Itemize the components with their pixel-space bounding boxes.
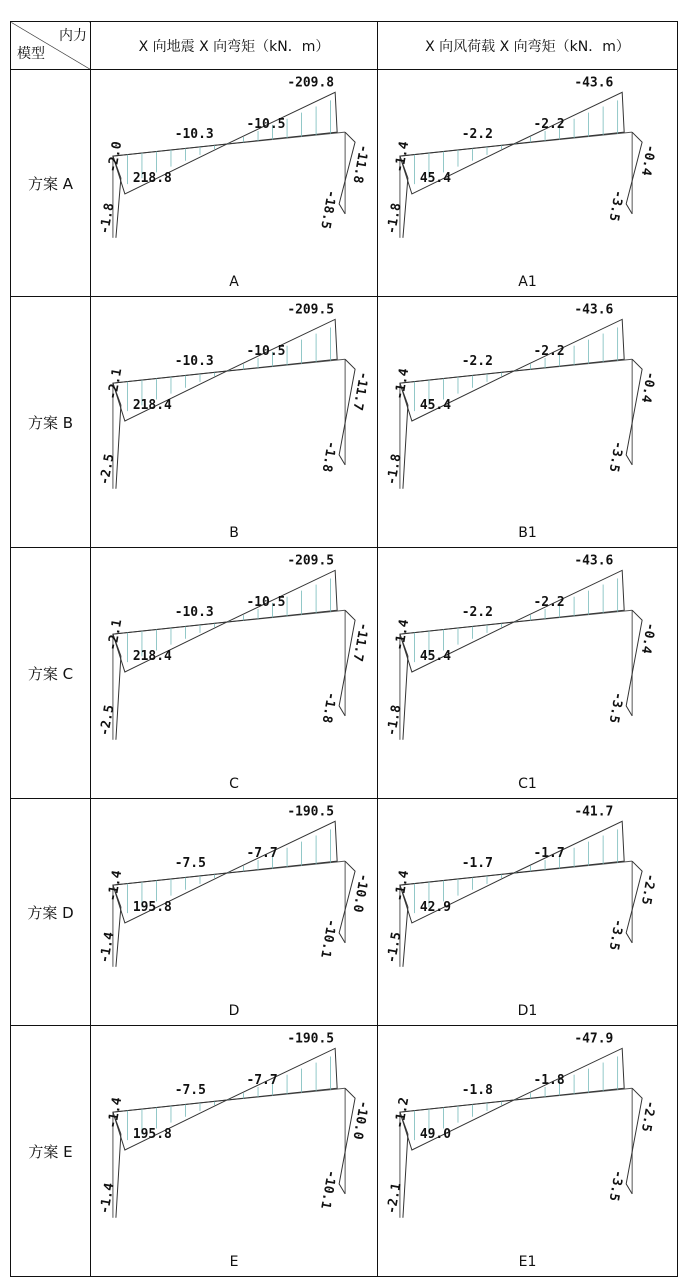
scheme-row (11, 1026, 678, 1277)
label-col-top: -2.0 (105, 140, 126, 174)
label-col-base: -2.1 (384, 1181, 405, 1216)
moment-diagram-left (91, 799, 377, 1025)
label-rcol-top: -11.7 (349, 370, 371, 412)
right-column-moment-shape (339, 1088, 355, 1194)
right-column-moment-shape (339, 610, 355, 716)
label-rcol-base: -3.5 (605, 439, 626, 474)
label-beam-mid1: -10.3 (174, 605, 214, 621)
moment-diagram-right (378, 548, 677, 798)
label-beam-mid2: -10.5 (246, 595, 286, 611)
frame-outline (113, 1088, 345, 1218)
label-col-base: -1.8 (384, 201, 405, 236)
label-beam-mid1: -10.3 (174, 127, 214, 143)
frame-outline (113, 610, 345, 740)
label-rcol-top: -0.4 (637, 370, 658, 404)
scheme-row (11, 548, 678, 799)
label-col-base: -1.4 (97, 1181, 118, 1216)
label-beam-left: 45.4 (419, 398, 452, 414)
label-col-base: -1.4 (97, 930, 118, 965)
label-rcol-top: -0.4 (637, 143, 658, 177)
seismic-diagram-cell (91, 799, 378, 1026)
label-beam-mid2: -1.7 (533, 846, 565, 862)
label-col-top: -1.4 (392, 869, 413, 903)
label-rcol-base: -1.8 (318, 439, 339, 474)
label-beam-right: -209.8 (287, 75, 335, 91)
label-beam-left: 42.9 (419, 900, 452, 916)
label-rcol-base: -3.5 (605, 917, 626, 952)
diagram-caption: E (229, 1254, 239, 1270)
label-beam-left: 195.8 (132, 900, 172, 916)
label-beam-left: 195.8 (132, 1127, 172, 1143)
label-beam-mid2: -7.7 (246, 846, 278, 862)
label-beam-mid2: -2.2 (533, 344, 565, 360)
wind-diagram-cell (378, 297, 678, 548)
scheme-label: 方案 E (11, 1026, 91, 1277)
moment-envelope (400, 821, 642, 967)
corner-model-label: 模型 (17, 46, 45, 62)
label-col-top: -1.4 (105, 1096, 126, 1130)
label-col-top: -2.1 (105, 367, 126, 401)
moment-diagram-right (378, 70, 677, 296)
label-col-base: -1.8 (384, 703, 405, 738)
label-beam-mid2: -2.2 (533, 117, 565, 133)
label-beam-mid2: -10.5 (246, 344, 286, 360)
scheme-row (11, 297, 678, 548)
label-col-top: -1.2 (392, 1096, 413, 1130)
column-header-seismic: X 向地震 X 向弯矩（kN．m） (91, 22, 378, 70)
seismic-diagram-cell (91, 548, 378, 799)
label-col-base: -1.8 (384, 452, 405, 487)
label-col-base: -2.5 (97, 452, 118, 487)
label-rcol-base: -3.5 (605, 188, 626, 223)
right-column-moment-shape (339, 359, 355, 465)
scheme-label: 方案 A (11, 70, 91, 297)
label-rcol-base: -18.5 (317, 188, 339, 230)
moment-envelope (113, 821, 355, 966)
moment-diagram-left (91, 1026, 377, 1276)
header-row (11, 22, 678, 70)
scheme-label: 方案 B (11, 297, 91, 548)
diagram-caption: D1 (517, 1003, 538, 1019)
label-beam-left: 49.0 (419, 1127, 452, 1143)
scheme-label: 方案 C (11, 548, 91, 799)
label-col-top: -1.4 (105, 869, 126, 903)
label-beam-mid1: -2.2 (461, 605, 493, 621)
diagram-caption: A (229, 274, 239, 290)
label-beam-mid1: -7.5 (174, 856, 206, 872)
corner-internal-force-label: 内力 (59, 28, 87, 44)
label-beam-left: 218.8 (132, 171, 172, 187)
wind-diagram-cell (378, 70, 678, 297)
seismic-diagram-cell (91, 297, 378, 548)
scheme-row (11, 70, 678, 297)
label-beam-right: -43.6 (574, 75, 614, 91)
moment-diagram-right (378, 799, 677, 1025)
diagram-caption: D (228, 1003, 240, 1019)
label-beam-mid2: -2.2 (533, 595, 565, 611)
label-rcol-top: -2.5 (637, 872, 658, 906)
label-rcol-top: -10.0 (349, 872, 371, 914)
seismic-diagram-cell (91, 1026, 378, 1277)
label-beam-right: -209.5 (287, 553, 335, 569)
label-rcol-base: -10.1 (317, 1168, 339, 1210)
label-rcol-top: -0.4 (637, 621, 658, 655)
frame-outline (113, 359, 345, 489)
moment-diagram-left (91, 548, 377, 798)
diagram-caption: E1 (518, 1254, 537, 1270)
label-beam-mid1: -1.8 (461, 1083, 493, 1099)
label-rcol-top: -2.5 (637, 1099, 658, 1133)
wind-diagram-cell (378, 548, 678, 799)
diagram-caption: B1 (518, 525, 537, 541)
label-beam-mid1: -10.3 (174, 354, 214, 370)
corner-header-cell (11, 22, 91, 70)
frame-outline (400, 1088, 632, 1218)
label-beam-left: 218.4 (132, 398, 172, 414)
moment-diagram-right (378, 1026, 677, 1276)
frame-outline (400, 359, 632, 489)
moment-diagram-left (91, 70, 377, 296)
label-rcol-top: -11.7 (349, 621, 371, 663)
diagram-caption: A1 (518, 274, 537, 290)
label-beam-mid2: -10.5 (246, 117, 286, 133)
label-beam-left: 45.4 (419, 171, 452, 187)
column-header-wind: X 向风荷载 X 向弯矩（kN．m） (378, 22, 678, 70)
label-col-base: -2.5 (97, 703, 118, 738)
frame-outline (400, 610, 632, 740)
label-col-base: -1.5 (384, 930, 405, 965)
moment-diagram-left (91, 297, 377, 547)
moment-envelope (113, 92, 355, 237)
label-rcol-base: -3.5 (605, 1168, 626, 1203)
label-beam-right: -47.9 (574, 1031, 614, 1047)
diagram-caption: C (229, 776, 239, 792)
right-column-moment-shape (626, 610, 642, 716)
diagram-caption: B (229, 525, 239, 541)
moment-comparison-table (10, 21, 678, 1277)
label-beam-right: -209.5 (287, 302, 335, 318)
label-col-top: -1.4 (392, 618, 413, 652)
right-column-moment-shape (626, 1088, 642, 1194)
label-beam-mid1: -2.2 (461, 354, 493, 370)
label-beam-right: -41.7 (574, 804, 614, 820)
label-rcol-top: -10.0 (349, 1099, 371, 1141)
wind-diagram-cell (378, 1026, 678, 1277)
label-rcol-top: -11.8 (349, 143, 371, 185)
label-rcol-base: -3.5 (605, 690, 626, 725)
label-beam-mid1: -7.5 (174, 1083, 206, 1099)
seismic-diagram-cell (91, 70, 378, 297)
label-beam-mid2: -1.8 (533, 1073, 565, 1089)
label-col-top: -2.1 (105, 618, 126, 652)
label-beam-right: -43.6 (574, 302, 614, 318)
moment-envelope (400, 92, 642, 238)
scheme-label: 方案 D (11, 799, 91, 1026)
diagram-caption: C1 (518, 776, 537, 792)
label-beam-mid1: -2.2 (461, 127, 493, 143)
label-beam-right: -190.5 (287, 804, 335, 820)
label-col-top: -1.4 (392, 140, 413, 174)
right-column-moment-shape (626, 359, 642, 465)
label-beam-mid1: -1.7 (461, 856, 493, 872)
label-beam-left: 218.4 (132, 649, 172, 665)
label-col-base: -1.8 (97, 201, 118, 236)
moment-diagram-right (378, 297, 677, 547)
label-col-top: -1.4 (392, 367, 413, 401)
label-rcol-base: -1.8 (318, 690, 339, 725)
label-beam-right: -43.6 (574, 553, 614, 569)
label-beam-mid2: -7.7 (246, 1073, 278, 1089)
wind-diagram-cell (378, 799, 678, 1026)
label-beam-left: 45.4 (419, 649, 452, 665)
label-beam-right: -190.5 (287, 1031, 335, 1047)
scheme-row (11, 799, 678, 1026)
label-rcol-base: -10.1 (317, 917, 339, 959)
